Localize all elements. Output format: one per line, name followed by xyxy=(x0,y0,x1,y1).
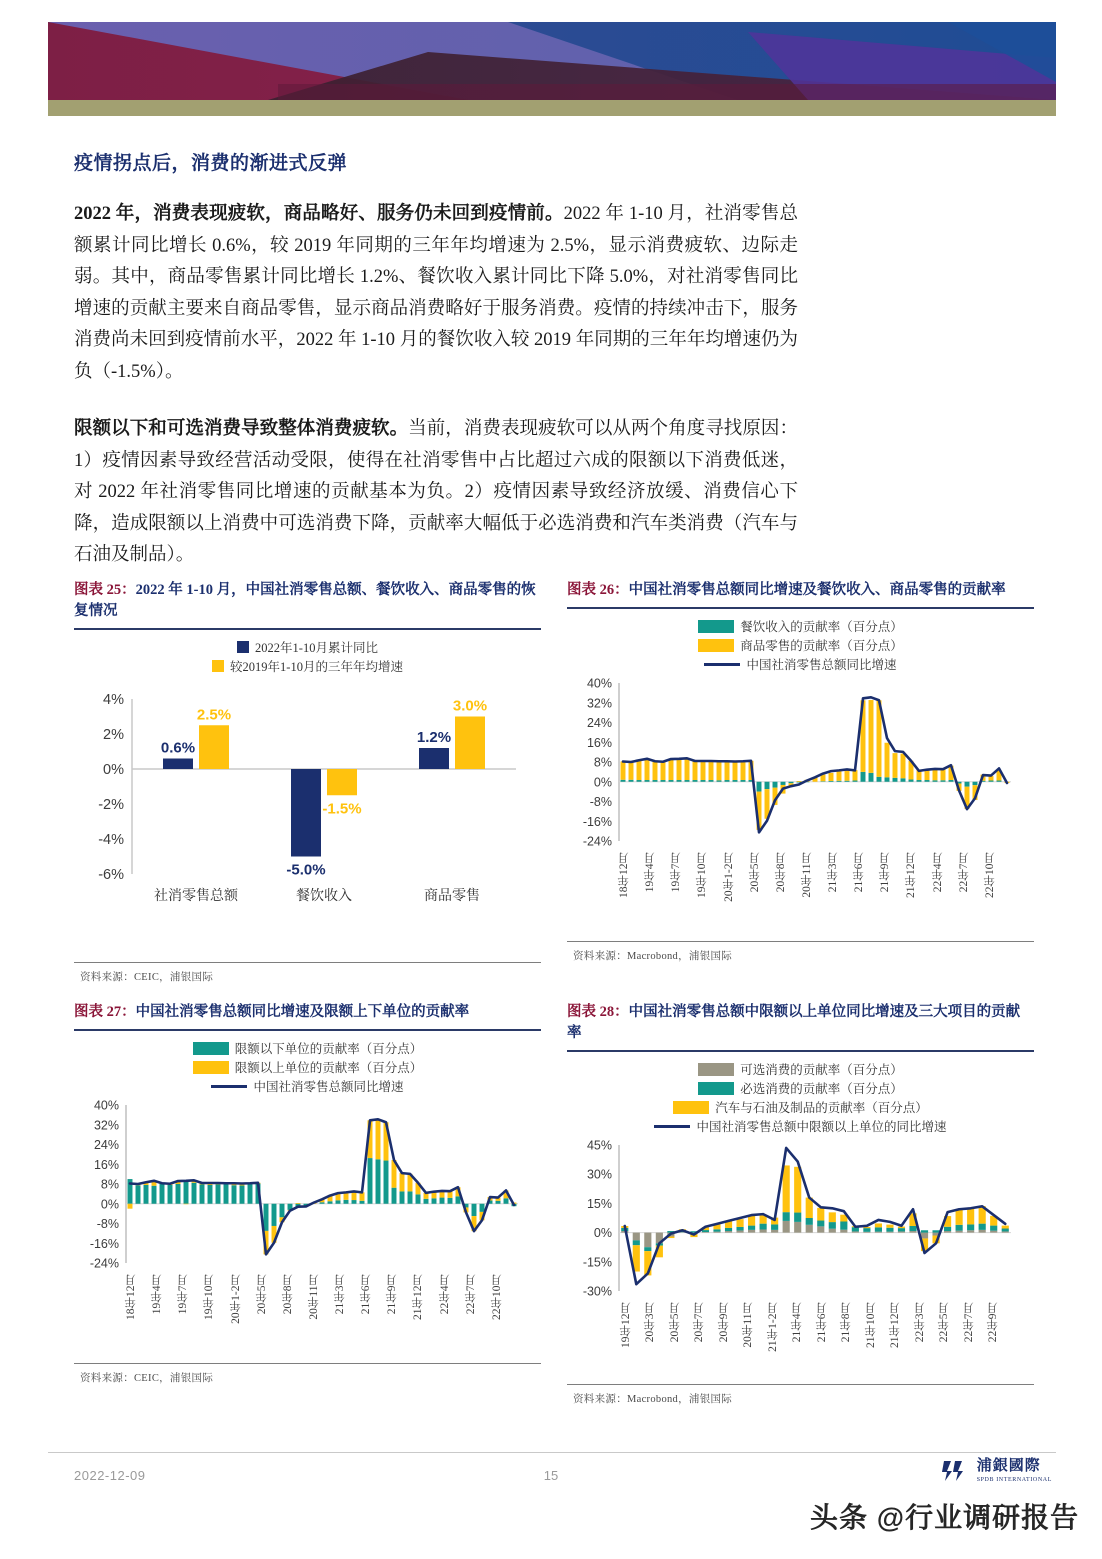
svg-text:2%: 2% xyxy=(103,727,124,743)
legend-swatch-teal xyxy=(698,1082,734,1095)
x-axis-tick: 21年12月 xyxy=(412,1274,425,1320)
x-axis-tick: 18年12月 xyxy=(618,852,630,898)
figure-27-legend xyxy=(74,1031,541,1097)
paragraph-2 xyxy=(74,414,798,572)
footer-logo xyxy=(940,1458,1052,1484)
figure-26-legend xyxy=(567,609,1034,675)
x-axis-tick: 22年7月 xyxy=(464,1274,477,1315)
x-axis-tick: 20年11月 xyxy=(307,1274,320,1320)
legend-swatch-line xyxy=(704,663,740,666)
figure-26-canvas xyxy=(567,675,1034,932)
figure-28-plot-area xyxy=(567,1052,1034,1382)
legend-item-discretionary xyxy=(698,1060,903,1078)
paragraph-2-body: 当前，消费表现疲软可以从两个角度寻找原因：1）疫情因素导致经营活动受限，使得在社消零售中占比超过六成的限额以下消费低迷，对 2022 年社消零售同比增速的贡献基本为负。2）疫情因素导致经济放缓、消费信心下降，造成限额以上消费中可选消费下降，贡献率大幅低于必选消费和汽车类消费（汽车与石油及制品）。 xyxy=(74,419,798,565)
svg-text:16%: 16% xyxy=(93,1157,119,1172)
paragraph-1-body: 2022 年 1-10 月，社消零售总额累计同比增长 0.6%，较 2019 年同期的三年年均增速为 2.5%，显示消费疲软、边际走弱。其中，商品零售累计同比增长 1.2%、餐饮收入累计同比下降 5.0%，对社消零售同比增速的贡献主要来自商品零售，显示商品消费略好于服务消费。疫情的持续冲击下，服务消费尚未回到疫情前水平，2022 年 1-10 月的餐饮收入较 2019 年同期的三年年均增速仍为负（-1.5%）。 xyxy=(74,204,798,382)
legend-item-goods xyxy=(698,636,903,654)
legend-swatch-navy xyxy=(237,641,249,653)
figure-28-source: 资料来源：Macrobond，浦银国际 xyxy=(573,1394,733,1405)
svg-text:社消零售总额: 社消零售总额 xyxy=(154,889,238,904)
legend-swatch-line xyxy=(654,1125,690,1128)
svg-text:32%: 32% xyxy=(93,1118,119,1133)
legend-label-discretionary: 可选消费的贡献率（百分点） xyxy=(740,1063,903,1077)
legend-item-auto-oil xyxy=(673,1098,928,1116)
figure-25-title-text: 2022 年 1-10 月，中国社消零售总额、餐饮收入、商品零售的恢复情况 xyxy=(74,582,536,619)
x-axis-tick: 18年12月 xyxy=(125,1274,137,1320)
legend-label-catering: 餐饮收入的贡献率（百分点） xyxy=(740,620,903,634)
svg-text:-24%: -24% xyxy=(582,834,612,847)
legend-item-total-line xyxy=(211,1077,403,1095)
svg-text:-6%: -6% xyxy=(98,867,124,883)
legend-item-above-quota-line xyxy=(654,1117,946,1135)
x-axis-tick: 22年4月 xyxy=(438,1274,451,1315)
spdb-logo-icon xyxy=(940,1458,970,1484)
figure-26-source: 资料来源：Macrobond，浦银国际 xyxy=(573,951,733,962)
paragraph-1 xyxy=(74,199,798,388)
x-axis-tick: 21年9月 xyxy=(386,1274,399,1315)
x-axis-tick: 20年11月 xyxy=(742,1302,755,1348)
x-axis-tick: 20年7月 xyxy=(693,1302,706,1343)
figure-26 xyxy=(567,580,1034,984)
x-axis-tick: 19年7月 xyxy=(670,852,683,893)
svg-text:0%: 0% xyxy=(593,775,612,790)
watermark: 头条 @行业调研报告 xyxy=(810,1502,1080,1533)
x-axis-tick: 19年7月 xyxy=(177,1274,190,1315)
legend-label-staples: 必选消费的贡献率（百分点） xyxy=(740,1082,903,1096)
legend-swatch-gold xyxy=(673,1101,709,1114)
svg-text:32%: 32% xyxy=(586,696,612,711)
x-axis-tick: 22年10月 xyxy=(983,852,996,898)
x-axis-tick: 22年5月 xyxy=(938,1302,951,1343)
legend-item-staples xyxy=(698,1079,903,1097)
footer-logo-en: SPDB INTERNATIONAL xyxy=(976,1477,1052,1483)
legend-swatch-gold xyxy=(698,639,734,652)
footer-logo-text xyxy=(977,1459,1052,1483)
figure-27-label: 图表 27： xyxy=(74,1004,136,1020)
x-axis-labels xyxy=(567,852,1034,932)
svg-text:8%: 8% xyxy=(100,1177,119,1192)
legend-item-bar1 xyxy=(237,638,378,656)
x-axis-tick: 21年12月 xyxy=(889,1302,902,1348)
x-axis-tick: 22年7月 xyxy=(962,1302,975,1343)
x-axis-tick: 21年8月 xyxy=(840,1302,853,1343)
figure-26-title-text: 中国社消零售总额同比增速及餐饮收入、商品零售的贡献率 xyxy=(628,582,1006,598)
svg-text:24%: 24% xyxy=(93,1138,119,1152)
figure-27 xyxy=(74,1002,541,1406)
figure-27-canvas xyxy=(74,1097,541,1354)
svg-text:-24%: -24% xyxy=(89,1256,119,1269)
x-axis-tick: 19年12月 xyxy=(619,1302,632,1348)
figure-25-plot-area xyxy=(74,630,541,960)
legend-label-above-quota: 限额以上单位的贡献率（百分点） xyxy=(234,1061,423,1075)
svg-text:-4%: -4% xyxy=(98,832,124,848)
svg-text:-16%: -16% xyxy=(89,1236,119,1251)
legend-label-auto-oil: 汽车与石油及制品的贡献率（百分点） xyxy=(715,1101,928,1115)
article-content xyxy=(74,148,798,598)
x-axis-tick: 21年3月 xyxy=(827,852,840,893)
svg-text:45%: 45% xyxy=(586,1138,612,1153)
legend-label-bar1: 2022年1-10月累计同比 xyxy=(255,641,378,655)
legend-item-catering xyxy=(698,617,903,635)
x-axis-tick: 19年4月 xyxy=(151,1274,164,1315)
legend-swatch-line xyxy=(211,1085,247,1088)
legend-item-below-quota xyxy=(193,1039,423,1057)
svg-text:-1.5%: -1.5% xyxy=(322,800,362,818)
legend-label-above-quota-line: 中国社消零售总额中限额以上单位的同比增速 xyxy=(696,1120,947,1134)
figure-27-title xyxy=(74,1002,541,1023)
footer-logo-cn: 浦銀國際 xyxy=(976,1458,1041,1474)
x-axis-tick: 20年11月 xyxy=(800,852,813,898)
figures-grid xyxy=(74,580,1034,1424)
header-banner-graphic xyxy=(48,22,1056,100)
figure-25-title xyxy=(74,580,541,622)
figure-row-1 xyxy=(74,580,1034,984)
footer-divider xyxy=(48,1452,1056,1453)
figure-25-source: 资料来源：CEIC，浦银国际 xyxy=(80,972,214,983)
header-banner-khaki-bar xyxy=(48,100,1056,116)
svg-text:-15%: -15% xyxy=(582,1255,612,1270)
x-axis-tick: 19年10月 xyxy=(696,852,709,898)
svg-text:40%: 40% xyxy=(93,1098,119,1113)
legend-item-above-quota xyxy=(193,1058,423,1076)
svg-text:-16%: -16% xyxy=(582,814,612,829)
x-axis-tick: 21年10月 xyxy=(864,1302,877,1348)
svg-text:-30%: -30% xyxy=(582,1284,612,1297)
paragraph-1-lead: 2022 年，消费表现疲软，商品略好、服务仍未回到疫情前。 xyxy=(74,204,564,224)
legend-item-bar2 xyxy=(212,657,403,675)
x-axis-tick: 20年3月 xyxy=(644,1302,657,1343)
figure-26-plot-area xyxy=(567,609,1034,939)
figure-25-label: 图表 25： xyxy=(74,582,136,598)
figure-25-canvas xyxy=(74,677,541,927)
x-axis-tick: 20年8月 xyxy=(281,1274,294,1315)
x-axis-tick: 20年5月 xyxy=(668,1302,681,1343)
x-axis-tick: 21年3月 xyxy=(334,1274,347,1315)
svg-text:30%: 30% xyxy=(586,1167,612,1182)
legend-label-total-line: 中国社消零售总额同比增速 xyxy=(253,1080,404,1094)
figure-25-legend xyxy=(74,630,541,677)
svg-text:16%: 16% xyxy=(586,735,612,750)
figure-28-legend xyxy=(567,1052,1034,1137)
svg-text:0%: 0% xyxy=(103,762,124,778)
svg-text:-5.0%: -5.0% xyxy=(286,861,326,879)
svg-text:4%: 4% xyxy=(103,692,124,708)
figure-28 xyxy=(567,1002,1034,1406)
figure-28-label: 图表 28： xyxy=(567,1004,629,1020)
svg-text:24%: 24% xyxy=(586,716,612,730)
x-axis-tick: 21年6月 xyxy=(360,1274,373,1315)
x-axis-tick: 20年8月 xyxy=(774,852,787,893)
svg-text:0%: 0% xyxy=(593,1226,612,1241)
x-axis-tick: 20年9月 xyxy=(717,1302,730,1343)
x-axis-tick: 21年6月 xyxy=(815,1302,828,1343)
x-axis-tick: 22年3月 xyxy=(913,1302,926,1343)
svg-text:商品零售: 商品零售 xyxy=(424,889,480,904)
svg-text:0%: 0% xyxy=(100,1197,119,1212)
svg-text:2.5%: 2.5% xyxy=(196,706,232,724)
legend-swatch-gray xyxy=(698,1063,734,1076)
legend-swatch-gold xyxy=(193,1061,229,1074)
svg-text:-8%: -8% xyxy=(96,1217,119,1231)
x-axis-tick: 20年1-2月 xyxy=(229,1274,242,1324)
x-axis-tick: 22年7月 xyxy=(957,852,970,893)
figure-27-source: 资料来源：CEIC，浦银国际 xyxy=(80,1373,214,1384)
svg-text:餐饮收入: 餐饮收入 xyxy=(296,889,352,904)
figure-28-title-text: 中国社消零售总额中限额以上单位同比增速及三大项目的贡献率 xyxy=(567,1004,1021,1041)
x-axis-tick: 19年4月 xyxy=(644,852,657,893)
x-axis-tick: 21年1-2月 xyxy=(766,1302,779,1352)
figure-28-title xyxy=(567,1002,1034,1044)
x-axis-tick: 22年9月 xyxy=(987,1302,1000,1343)
paragraph-2-lead: 限额以下和可选消费导致整体消费疲软。 xyxy=(74,419,409,439)
legend-label-goods: 商品零售的贡献率（百分点） xyxy=(740,639,903,653)
legend-label-bar2: 较2019年1-10月的三年年均增速 xyxy=(230,660,403,674)
svg-text:3.0%: 3.0% xyxy=(452,697,488,715)
figure-27-title-text: 中国社消零售总额同比增速及限额上下单位的贡献率 xyxy=(135,1004,470,1020)
x-axis-tick: 22年4月 xyxy=(931,852,944,893)
x-axis-tick: 21年6月 xyxy=(853,852,866,893)
x-axis-tick: 19年10月 xyxy=(203,1274,216,1320)
svg-text:8%: 8% xyxy=(593,755,612,770)
legend-label-total-line: 中国社消零售总额同比增速 xyxy=(746,658,897,672)
page-number: 15 xyxy=(543,1468,559,1483)
x-axis-tick: 21年12月 xyxy=(905,852,918,898)
figure-26-label: 图表 26： xyxy=(567,582,629,598)
x-axis-labels xyxy=(567,1302,1034,1384)
svg-text:0.6%: 0.6% xyxy=(160,739,196,757)
x-axis-tick: 20年1-2月 xyxy=(722,852,735,902)
footer-date: 2022-12-09 xyxy=(74,1468,146,1483)
legend-item-total-line xyxy=(704,655,896,673)
figure-27-plot-area xyxy=(74,1031,541,1361)
legend-label-below-quota: 限额以下单位的贡献率（百分点） xyxy=(234,1042,423,1056)
page-title: 疫情拐点后，消费的渐进式反弹 xyxy=(74,153,348,174)
legend-swatch-teal xyxy=(193,1042,229,1055)
x-axis-tick: 20年5月 xyxy=(748,852,761,893)
figure-28-canvas xyxy=(567,1137,1034,1384)
x-axis-labels xyxy=(74,1274,541,1354)
x-axis-tick: 21年9月 xyxy=(879,852,892,893)
legend-swatch-gold xyxy=(212,660,224,672)
svg-text:15%: 15% xyxy=(586,1196,612,1211)
svg-text:-2%: -2% xyxy=(98,797,124,813)
svg-text:40%: 40% xyxy=(586,676,612,691)
svg-text:-8%: -8% xyxy=(589,795,612,809)
figure-25 xyxy=(74,580,541,984)
figure-row-2 xyxy=(74,1002,1034,1406)
x-axis-tick: 21年4月 xyxy=(791,1302,804,1343)
figure-26-title xyxy=(567,580,1034,601)
svg-text:1.2%: 1.2% xyxy=(416,729,452,746)
x-axis-tick: 20年5月 xyxy=(255,1274,268,1315)
x-axis-tick: 22年10月 xyxy=(490,1274,503,1320)
legend-swatch-teal xyxy=(698,620,734,633)
